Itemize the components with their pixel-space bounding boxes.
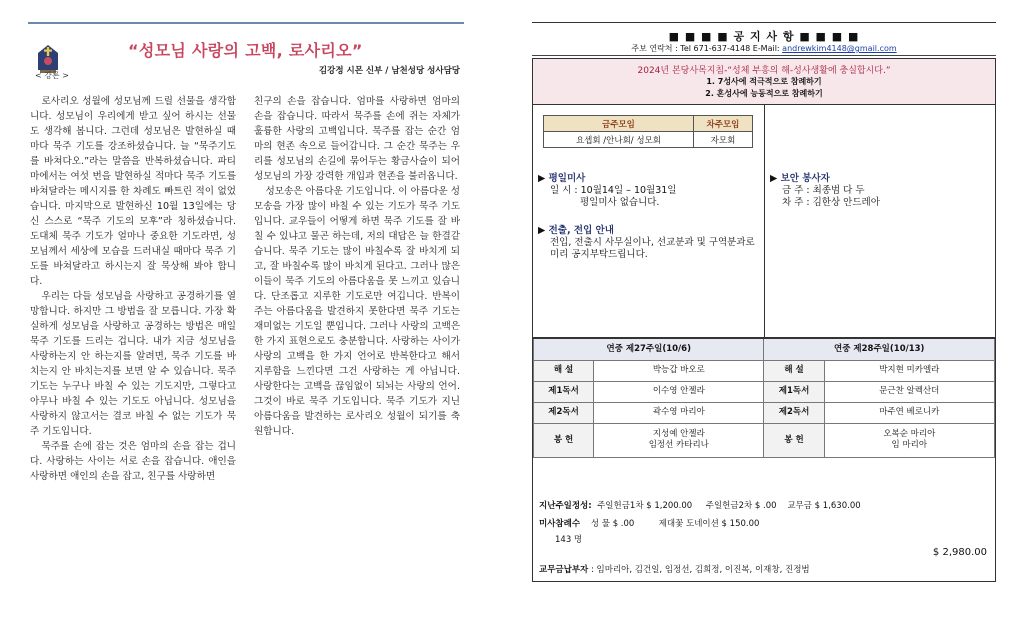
week1-header: 연중 제27주일(10/6): [534, 338, 764, 360]
week1-person: 곽수영 마리아: [594, 402, 764, 423]
notice-title: ■ ■ ■ ■ 공 지 사 항 ■ ■ ■ ■: [668, 30, 860, 43]
notice-page: [532, 22, 996, 582]
dues-payers-label: 교무금납부자: [539, 565, 589, 575]
altar-server-block: [770, 173, 880, 209]
total-offering: $ 2,980.00: [932, 547, 987, 558]
paragraph: 우리는 다들 성모님을 사랑하고 공경하기를 열망합니다. 하지만 그 방법을 잘 모릅니다. 가장 확실하게 성모님을 사랑하고 공경하는 방법은 매일 묵주 기도를 드리는 겁니다. 내가 지금 성모님을 사랑하는지 안 하는지를 알려면, 묵주 기도를 바치는지 안 바치는지를 보면 알 수 있습니다. 묵주 기도는 누구나 바칠 수 있는 기도지만, 그렇다고 아무나 바칠 수 있는 기도도 아닙니다. 성모님을 사랑하지 않고서는 결코 바칠 수 없는 기도가 묵주 기도입니다.: [30, 291, 236, 437]
week1-person: 이수영 안젤라: [594, 381, 764, 402]
notice-frame: [532, 58, 996, 582]
week2-person: 박지현 미카엘라: [824, 360, 994, 381]
week2-header: 연중 제28주일(10/13): [764, 338, 995, 360]
altar-server-this-week: 금 주 : 최종범 다 두: [782, 185, 865, 196]
bullet-triangle-icon: ▶: [538, 225, 549, 236]
policy-line: 2. 혼성사에 능동적으로 참례하기: [705, 89, 823, 98]
first-collection: 주일헌금1차 $ 1,200.00: [597, 501, 693, 511]
parish-dues: 교무금 $ 1,630.00: [787, 501, 861, 511]
altar-flower-donation: 제대꽃 도네이션 $ 150.00: [658, 519, 760, 529]
weekday-mass-title: 평일미사: [548, 173, 586, 184]
role-label: 제1독서: [534, 381, 594, 402]
policy-title: 2024년 본당사목지침-“성체 부흥의 해-성사생활에 충실합시다.”: [637, 66, 891, 76]
weekday-mass-block: [538, 173, 676, 209]
top-divider: [28, 22, 464, 24]
table-row: [534, 360, 995, 381]
header-divider: [532, 55, 996, 56]
role-label: 해 설: [534, 360, 594, 381]
weekday-mass-note: 평일미사 없습니다.: [580, 197, 660, 208]
finance-line-2: [539, 517, 759, 529]
transfer-title: 전출, 전입 안내: [548, 225, 614, 236]
policy-line: 1. 7성사에 적극적으로 참례하기: [706, 77, 822, 86]
meetings-header-next-week: 차주모임: [693, 116, 752, 132]
essay-author: 김강정 시몬 신부 / 남천성당 성사담당: [318, 66, 460, 76]
week1-person: 지성예 안젤라 임정선 카타리나: [594, 423, 764, 457]
meetings-next-week: 자모회: [693, 132, 752, 148]
essay-column-2: [254, 94, 460, 439]
week2-person: 문근찬 알렉산더: [824, 381, 994, 402]
altar-server-title: 보안 봉사자: [780, 173, 830, 184]
bullet-triangle-icon: ▶: [770, 173, 781, 184]
meetings-table: [543, 115, 753, 148]
email-link[interactable]: andrewkim4148@gmail.com: [782, 44, 897, 53]
pastoral-policy-banner: [533, 59, 995, 105]
notice-right-panel: [765, 105, 995, 337]
finance-line-1: [539, 499, 861, 511]
transfer-block: [538, 225, 760, 261]
weekday-mass-dates: 10월14일 – 10월31일: [580, 185, 677, 196]
table-row: [534, 381, 995, 402]
week2-person: 오복순 마리아 임 마리아: [824, 423, 994, 457]
contact-line: [532, 43, 996, 54]
essay-title: “성모님 사랑의 고백, 로사리오”: [128, 41, 363, 60]
transfer-body: 전입, 전출시 사무실이나, 선교분과 및 구역분과로 미리 공지부탁드립니다.: [550, 237, 755, 260]
role-label: 봉 헌: [764, 423, 824, 457]
table-row: [534, 402, 995, 423]
contact-text: 주보 연락처 : Tel 671-637-4148 E-Mail:: [631, 44, 783, 53]
top-divider: [532, 22, 996, 23]
paragraph: 친구의 손을 잡습니다. 엄마를 사랑하면 엄마의 손을 잡습니다. 따라서 묵주를 손에 쥐는 자체가 훌륭한 사랑의 고백입니다. 묵주를 잡는 순간 엄마의 현존 속으로 들어갑니다. 그 순간 묵주는 우리를 성모님의 손길에 묶어두는 황금사슬이 되어 성모님의 가장 강력한 개입과 현존을 불러옵니다.: [254, 96, 460, 182]
paragraph: 묵주를 손에 잡는 것은 엄마의 손을 잡는 겁니다. 사랑하는 사이는 서로 손을 잡습니다. 애인을 사랑하면 애인의 손을 잡고, 친구를 사랑하면: [30, 441, 236, 482]
week2-person: 마주연 베로니카: [824, 402, 994, 423]
second-collection: 주일헌금2차 $ .00: [705, 501, 777, 511]
holy-goods: 성 물 $ .00: [590, 519, 635, 529]
dues-payers: [539, 563, 810, 575]
role-label: 제2독서: [764, 402, 824, 423]
offering-label: 지난주일정성:: [539, 501, 592, 511]
section-label: < 강론 >: [35, 71, 69, 80]
meetings-header-this-week: 금주모임: [544, 116, 694, 132]
role-label: 제2독서: [534, 402, 594, 423]
weekday-mass-label: 일 시 :: [550, 185, 581, 196]
meetings-this-week: 요셉회 /안나회/ 성모회: [544, 132, 694, 148]
dues-payers-list: : 임마리아, 김건일, 임정선, 김희정, 이진복, 이재창, 진정범: [588, 565, 810, 575]
attendance-count: 143 명: [555, 535, 583, 545]
paragraph: 로사리오 성월에 성모님께 드릴 선물을 생각합니다. 성모님이 우리에게 받고 싶어 하시는 선물도 생각해 봅니다. 그런데 성모님은 발현하실 때마다 묵주 기도를 강조하셨습니다. 늘 “묵주기도를 바쳐다오.”라는 말씀을 반복하셨습니다. 파티마에서는 여섯 번을 발현하실 적마다 묵주 기도를 바쳐달라는 메시지를 한 차례도 빠트린 적이 없었습니다. 마지막으로 발현하신 10월 13일에는 당신 스스로 “묵주 기도의 모후”라 칭하셨습니다. 도대체 묵주 기도가 얼마나 중요한 기도라면, 성모님께서 세상에 모습을 드러내실 때마다 묵주 기도를 바쳐달라고 하시는지 잘 묵상해 봐야 합니다.: [30, 96, 236, 287]
role-label: 제1독서: [764, 381, 824, 402]
role-label: 봉 헌: [534, 423, 594, 457]
reader-schedule-table: [533, 337, 995, 458]
essay-column-1: [30, 94, 236, 484]
notice-left-panel: [533, 105, 765, 337]
attendance-label: 미사참례수: [539, 519, 581, 529]
paragraph: 성모송은 아름다운 기도입니다. 이 아름다운 성모송을 가장 많이 바칠 수 있는 기도가 묵주 기도입니다. 교우들이 어떻게 하면 묵주 기도를 잘 바칠 수 있냐고 물곤 하는데, 저의 대답은 늘 한결같습니다. 묵주 기도는 많이 바칠수록 잘 바치게 되고, 잘 바칠수록 많이 바치게 된다고. 그러나 많은 이들이 묵주 기도의 아름다움을 못 느끼고 있습니다. 단조롭고 지루한 기도로만 여깁니다. 반복이 주는 아름다움을 발견하지 못한다면 묵주 기도는 재미없는 기도일 뿐입니다. 그러나 사랑의 고백은 한 가지 표현으로도 충분합니다. 사랑하는 사이가 사랑의 고백을 한 가지 언어로 반복한다고 해서 지루함을 느낀다면 그건 사랑하는 게 아닙니다. 사랑한다는 고백을 끊임없이 되뇌는 사랑의 언어. 그것이 바로 묵주 기도입니다. 묵주 기도가 지닌 아름다움을 발견하는 로사리오 성월이 되기를 축원합니다.: [254, 186, 460, 437]
homily-page: [28, 18, 464, 608]
altar-server-next-week: 차 주 : 김한상 안드레아: [782, 197, 880, 208]
role-label: 해 설: [764, 360, 824, 381]
table-row: [534, 423, 995, 457]
week1-person: 박능갑 바오로: [594, 360, 764, 381]
bullet-triangle-icon: ▶: [538, 173, 549, 184]
